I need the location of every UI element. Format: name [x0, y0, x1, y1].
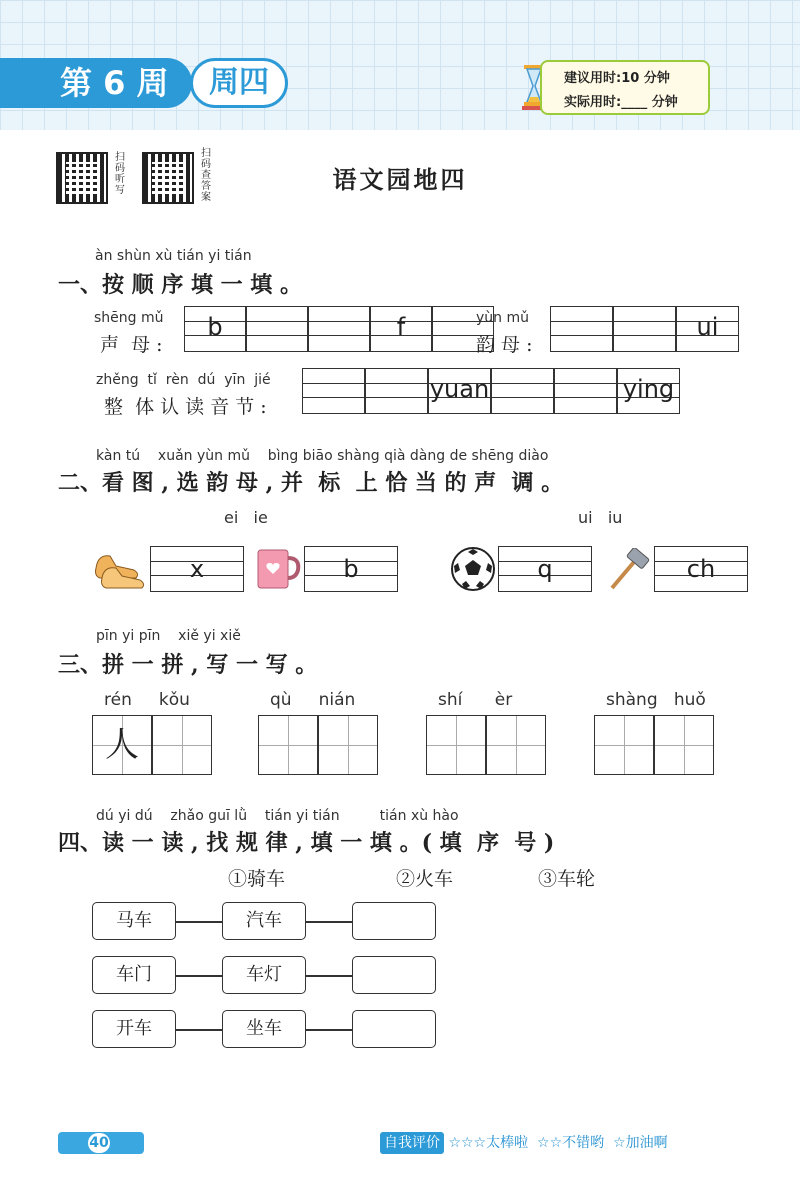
- vowels-right: ui iu: [578, 508, 623, 527]
- final-cell[interactable]: [613, 306, 676, 352]
- box-answer[interactable]: [352, 956, 436, 994]
- soccer-ball-icon: [450, 546, 496, 592]
- section4-heading: 四、读 一 读 , 找 规 律 , 填 一 填 。( 填 序 号 ): [58, 830, 555, 856]
- time-box: [540, 60, 710, 115]
- vowel-cell-text: x: [189, 555, 205, 583]
- whole-pinyin: zhěng tǐ rèn dú yīn jié: [96, 372, 271, 388]
- box-first: 车门: [92, 956, 176, 994]
- section1-pinyin: àn shùn xù tián yi tián: [95, 248, 252, 264]
- whole-syllable-cell[interactable]: [617, 368, 680, 414]
- day-badge: 周四: [190, 58, 288, 108]
- whole-syllable-cell[interactable]: [491, 368, 554, 414]
- section3-pinyin: pīn yi pīn xiě yi xiě: [96, 628, 241, 644]
- vowels-left: ei ie: [224, 508, 268, 527]
- whole-syllable-cell-text: yuan: [429, 375, 490, 403]
- initial-cell[interactable]: [184, 306, 246, 352]
- section1-heading: 一、按 顺 序 填 一 填 。: [58, 272, 302, 298]
- page-number-badge: [58, 1132, 144, 1154]
- section2-pinyin: kàn tú xuǎn yùn mǔ bìng biāo shàng qià dàng de shēng diào: [96, 448, 549, 464]
- eval-good: 不错哟: [562, 1135, 605, 1151]
- tian-zi-ge-cell[interactable]: [152, 715, 212, 775]
- box-answer[interactable]: [352, 902, 436, 940]
- final-cell[interactable]: [676, 306, 739, 352]
- vowel-cell-text: ch: [686, 555, 716, 583]
- connector-line: [306, 1029, 352, 1031]
- vowel-cell-text: b: [343, 555, 359, 583]
- box-second: 汽车: [222, 902, 306, 940]
- whole-label: 整 体 认 读 音 节 :: [104, 396, 267, 418]
- actual-time[interactable]: 实际用时:____ 分钟: [564, 95, 678, 110]
- tian-zi-ge-cell[interactable]: [654, 715, 714, 775]
- box-first: 马车: [92, 902, 176, 940]
- star-icon[interactable]: ☆☆: [537, 1135, 563, 1151]
- connector-line: [176, 921, 222, 923]
- initials-pinyin: shēng mǔ: [94, 310, 164, 326]
- suggested-time: 建议用时:10 分钟: [564, 71, 670, 86]
- whole-syllable-cell[interactable]: [365, 368, 428, 414]
- tian-zi-ge-cell[interactable]: [318, 715, 378, 775]
- option-2: ②火车: [396, 868, 454, 890]
- page-title: 语文园地四: [332, 165, 468, 194]
- grid-character: 人: [105, 725, 139, 765]
- initial-cell-text: f: [396, 313, 406, 341]
- qr-answer-label: 扫码查答案: [201, 148, 211, 203]
- star-icon[interactable]: ☆: [613, 1135, 626, 1151]
- cup-icon: [254, 546, 302, 590]
- section3-heading: 三、拼 一 拼 , 写 一 写 。: [58, 652, 318, 678]
- tian-zi-ge-cell[interactable]: [594, 715, 654, 775]
- page-number: 40: [89, 1135, 109, 1151]
- whole-syllable-cell[interactable]: [554, 368, 617, 414]
- connector-line: [176, 1029, 222, 1031]
- connector-line: [176, 975, 222, 977]
- section2-heading: 二、看 图 , 选 韵 母 , 并 标 上 恰 当 的 声 调 。: [58, 470, 564, 496]
- word-pinyin: shàng huǒ: [606, 690, 706, 710]
- tian-zi-ge-cell[interactable]: [486, 715, 546, 775]
- final-cell[interactable]: [550, 306, 613, 352]
- word-pinyin: shí èr: [438, 690, 513, 710]
- eval-great: 太棒啦: [486, 1135, 529, 1151]
- whole-syllable-cell[interactable]: [302, 368, 365, 414]
- tian-zi-ge-cell[interactable]: [258, 715, 318, 775]
- shoes-icon: [92, 548, 146, 590]
- option-1: ①骑车: [228, 868, 286, 890]
- finals-label: 韵 母 :: [476, 334, 533, 356]
- initial-cell[interactable]: [246, 306, 308, 352]
- tian-zi-ge-cell[interactable]: [92, 715, 152, 775]
- connector-line: [306, 975, 352, 977]
- box-second: 车灯: [222, 956, 306, 994]
- vowel-cell-text: q: [537, 555, 553, 583]
- hammer-icon: [604, 548, 652, 592]
- vowel-cell[interactable]: [304, 546, 398, 592]
- whole-syllable-cell[interactable]: [428, 368, 491, 414]
- vowel-cell[interactable]: [498, 546, 592, 592]
- eval-try: 加油啊: [625, 1135, 668, 1151]
- vowel-cell[interactable]: [654, 546, 748, 592]
- vowel-cell[interactable]: [150, 546, 244, 592]
- word-pinyin: qù nián: [270, 690, 356, 710]
- word-pinyin: rén kǒu: [104, 690, 190, 710]
- box-first: 开车: [92, 1010, 176, 1048]
- box-second: 坐车: [222, 1010, 306, 1048]
- initials-label: 声 母 :: [100, 334, 163, 356]
- week-badge: 第 6 周: [0, 58, 192, 108]
- tian-zi-ge-cell[interactable]: [426, 715, 486, 775]
- box-answer[interactable]: [352, 1010, 436, 1048]
- whole-syllable-cell-text: ying: [622, 375, 675, 403]
- initial-cell-text: b: [207, 313, 223, 341]
- option-3: ③车轮: [538, 868, 596, 890]
- star-icon[interactable]: ☆☆☆: [448, 1135, 487, 1151]
- initial-cell[interactable]: [308, 306, 370, 352]
- final-cell-text: ui: [696, 313, 719, 341]
- section4-pinyin: dú yi dú zhǎo guī lǜ tián yi tián tián xù hào: [96, 808, 459, 824]
- qr-listen-label: 扫码听写: [115, 152, 125, 196]
- self-evaluation: [380, 1132, 668, 1154]
- finals-pinyin: yùn mǔ: [476, 310, 529, 326]
- self-eval-label: 自我评价: [380, 1132, 444, 1154]
- connector-line: [306, 921, 352, 923]
- initial-cell[interactable]: [370, 306, 432, 352]
